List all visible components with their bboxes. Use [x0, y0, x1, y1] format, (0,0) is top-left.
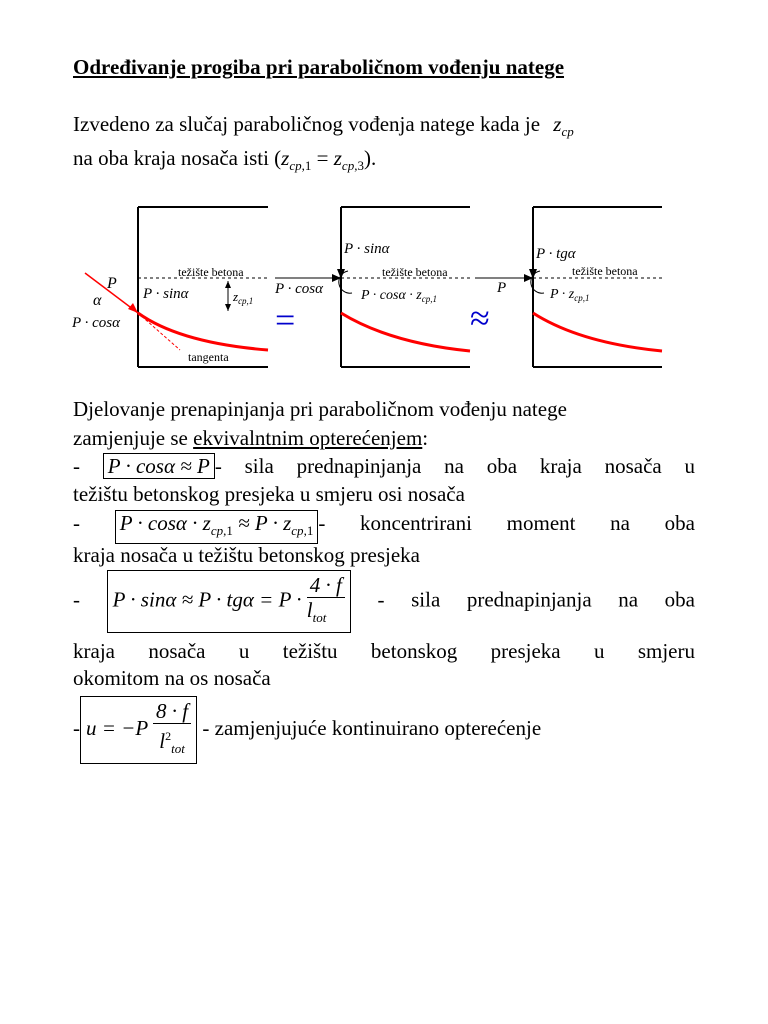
alpha-label: α [93, 292, 102, 309]
equivalent-load-link: ekvivalntnim opterećenjem [193, 426, 423, 450]
item-3-formula: P · sinα ≈ P · tgα = P · $\frac{4 \cdot f}{l_{tot}}$ [107, 570, 351, 633]
item-2-line-1: - $P \cdot \cos\alpha \cdot z_{cp,1} \approx P \cdot z_{cp,1}$ - koncentrirani moment na oba [73, 510, 695, 544]
p-label-3: P [497, 280, 507, 296]
intro-line-2: na oba kraja nosača isti $(z_{cp,1} = z_{cp,3})$. [73, 146, 377, 173]
item-1-line-2: težištu betonskog presjeka u smjeru osi nosača [73, 482, 465, 506]
tendon-curve-2 [341, 313, 470, 351]
teziste-label-2: težište betona [382, 265, 448, 279]
item-3-line-1: - P · sinα ≈ P · tgα = P · $\frac{4 \cdot f}{l_{tot}}$ - sila prednapinjanja na oba [73, 570, 695, 633]
panel-3 [475, 207, 662, 367]
tangent-label: tangenta [188, 350, 229, 364]
prestress-diagram [60, 195, 700, 375]
item-4-line-1: - u = −P $\frac{8 \cdot f}{l^2_{tot}}$ - zamjenjujuće kontinuirano opterećenje [73, 696, 541, 764]
item-3-line-3: okomitom na os nosača [73, 666, 271, 690]
panel-1 [71, 207, 268, 367]
item-1-line-1: - P · cosα ≈ P - sila prednapinjanja na oba kraja nosača u [73, 454, 695, 478]
p-label: P [107, 275, 117, 292]
panel-2 [274, 207, 470, 367]
para1-line-1: Djelovanje prenapinjanja pri paraboličnom vođenju natege [73, 397, 567, 421]
p-z-label: $P \cdot z_{cp,1}$ [550, 287, 590, 303]
p-tg-label: P · tgα [536, 246, 576, 262]
tendon-curve-3 [533, 313, 662, 351]
page-title: Određivanje progiba pri paraboličnom vođenju natege [73, 55, 565, 79]
equals-sign: = [275, 300, 296, 340]
teziste-label-1: težište betona [178, 265, 244, 279]
zcp-equality: $z_{cp,1} = z_{cp,3}$ [281, 146, 364, 173]
zcp-symbol: $z_{cp}$ [553, 112, 574, 139]
p-cos-label: P · cosα [72, 315, 121, 331]
para1-line-2: zamjenjuje se ekvivalntnim opterećenjem: [73, 426, 429, 450]
item-2-formula: $P \cdot \cos\alpha \cdot z_{cp,1} \approx P \cdot z_{cp,1}$ [115, 510, 319, 544]
zcp1-label: $z_{cp,1}$ [233, 289, 254, 306]
p-sin-label-2: P · sinα [344, 241, 390, 257]
item-4-formula: u = −P $\frac{8 \cdot f}{l^2_{tot}}$ [80, 696, 197, 764]
p-cos-label-2: P · cosα [275, 281, 324, 297]
tendon-curve-1 [138, 313, 268, 350]
p-cos-z-label: $P \cdot \cos\alpha \cdot z_{cp,1}$ [361, 288, 438, 304]
item-1-formula: P · cosα ≈ P [103, 453, 215, 479]
item-2-line-2: kraja nosača u težištu betonskog presjeka [73, 543, 420, 567]
approx-sign: ≈ [470, 298, 490, 338]
p-sin-label: P · sinα [143, 286, 189, 302]
intro-line-1: Izvedeno za slučaj paraboličnog vođenja natege kada je $z_{cp}$ [73, 112, 574, 139]
teziste-label-3: težište betona [572, 264, 638, 278]
item-3-line-2: kraja nosača u težištu betonskog presjeka u smjeru [73, 639, 695, 663]
